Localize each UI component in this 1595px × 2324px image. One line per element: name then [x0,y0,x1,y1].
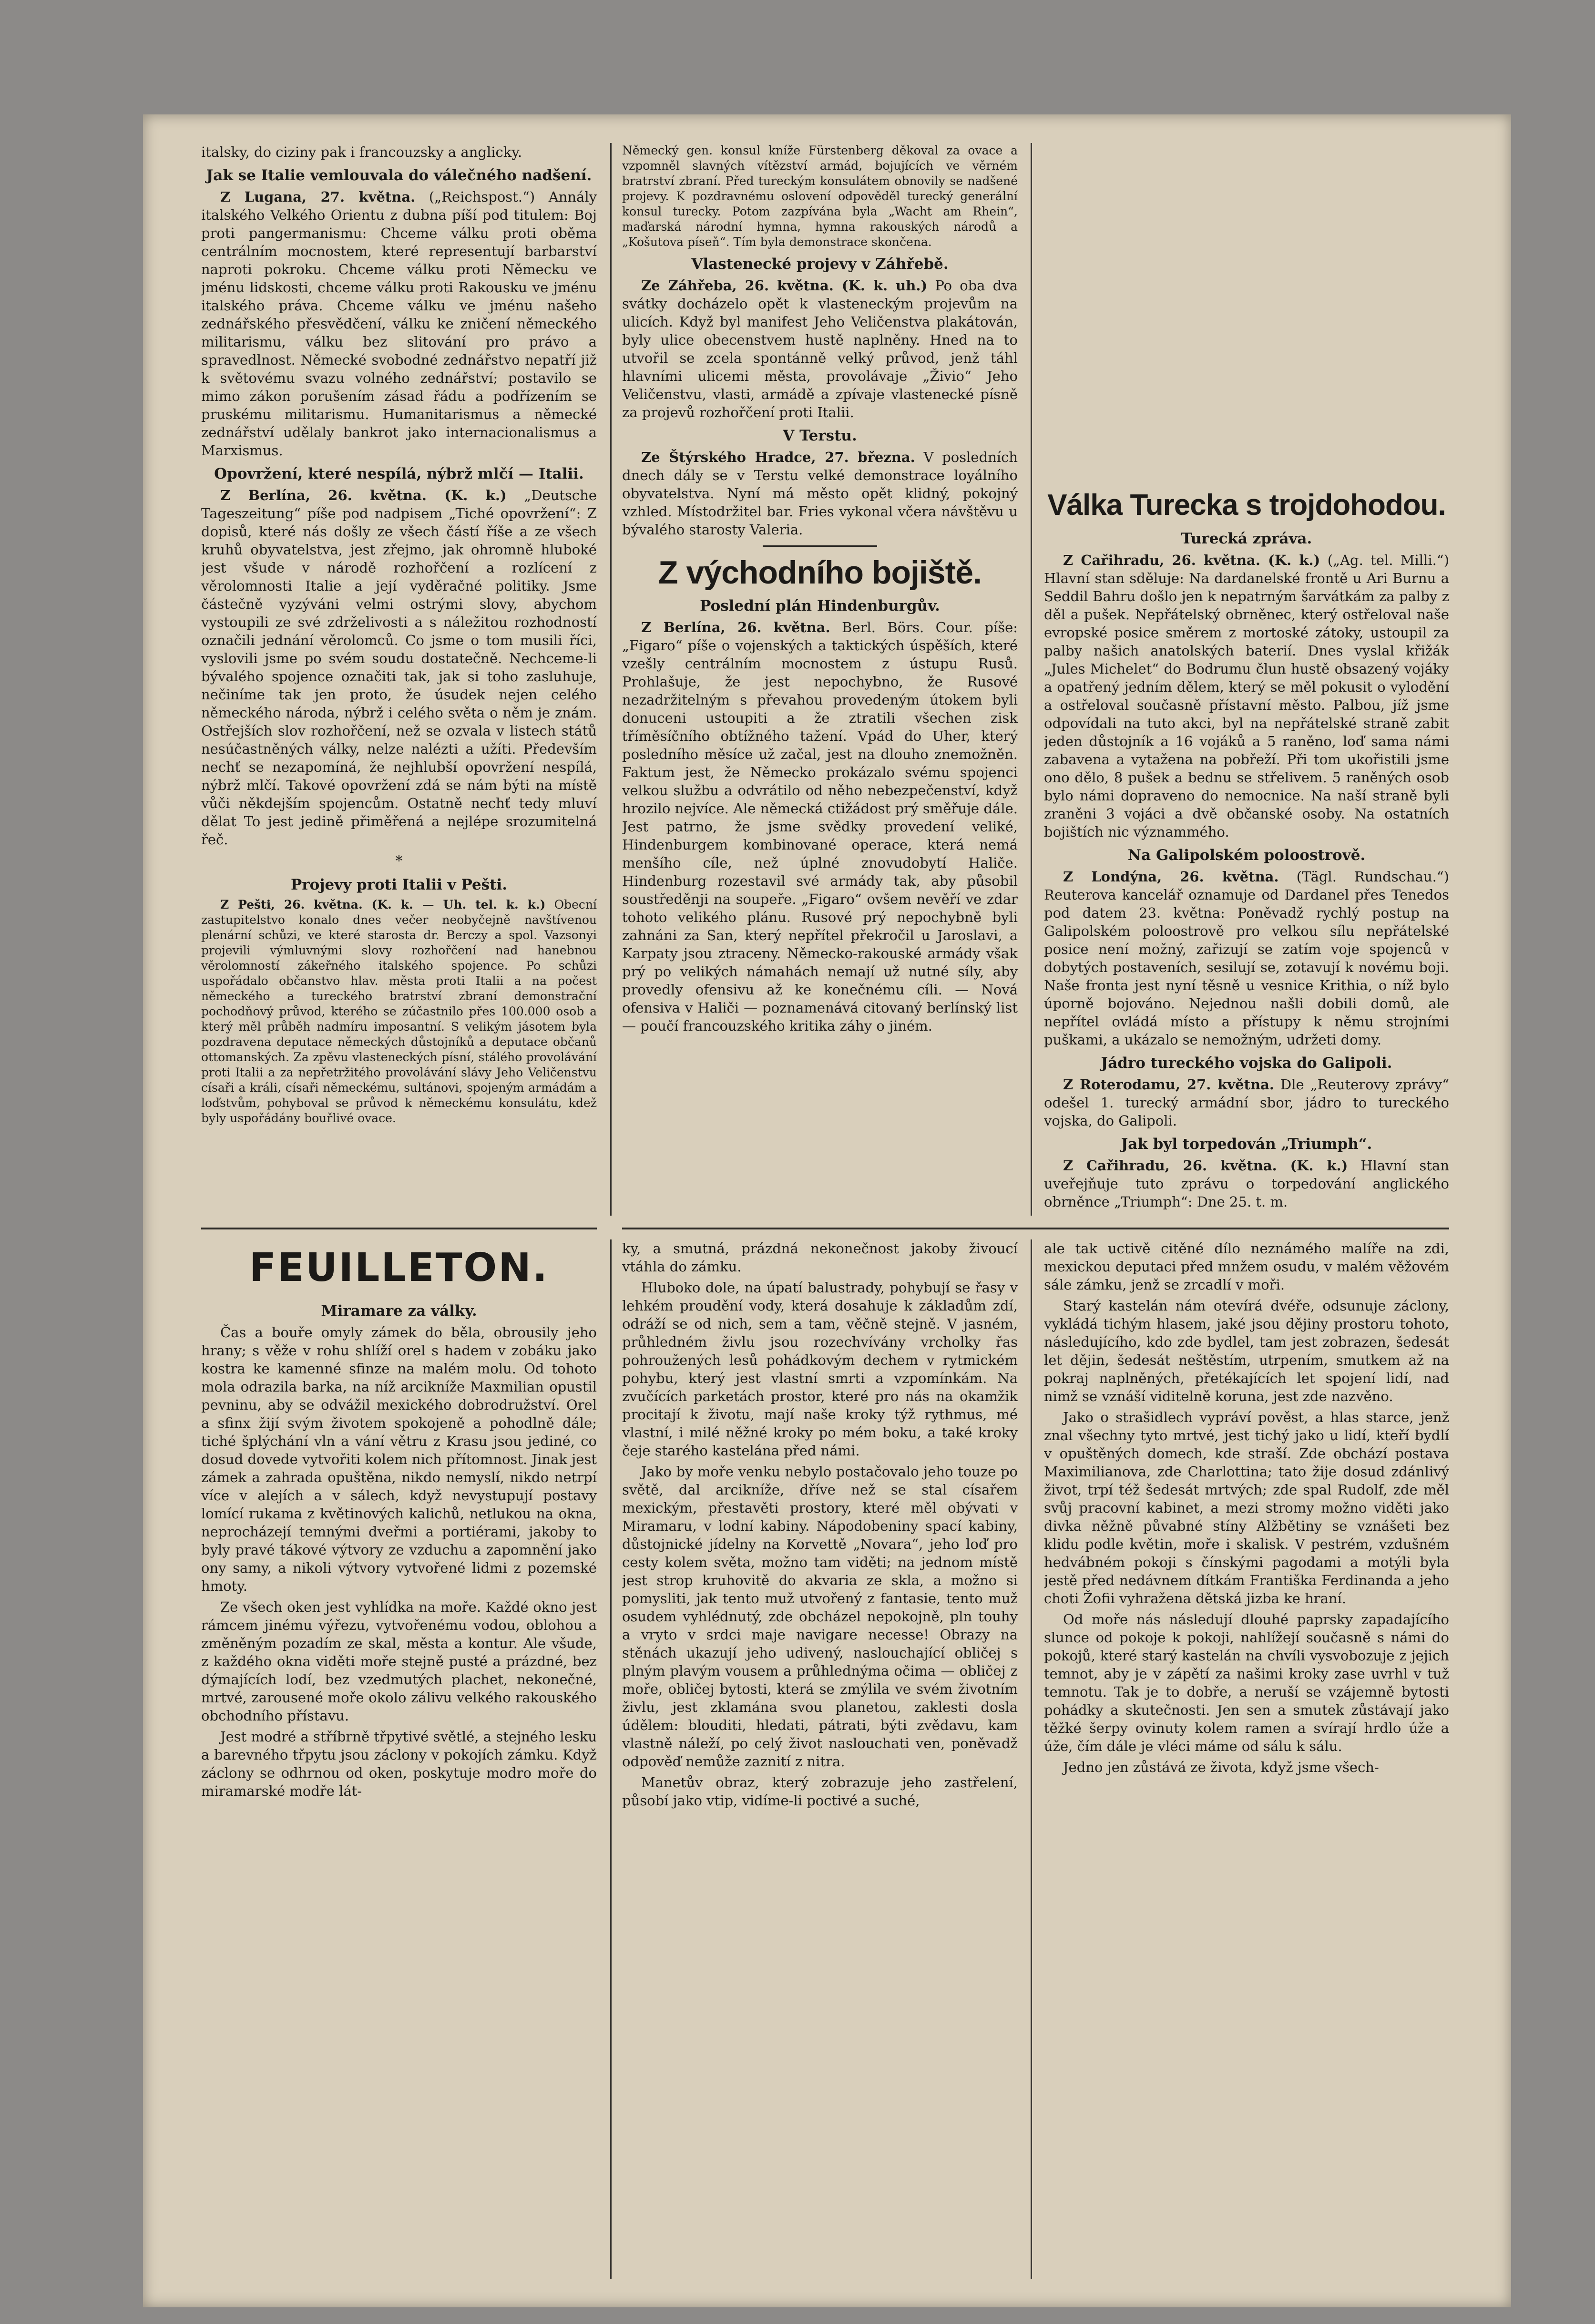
headline-triumph: Jak byl torpedován „Triumph“. [1121,1136,1372,1153]
feuilleton-paragraph: Jedno jen zůstává ze života, když jsme všech- [1063,1759,1379,1775]
article-text: „Deutsche Tageszeitung“ píše pod nadpisem „Tiché opovržení“: Z dopisů, které nás došly ze všech částí říše a ze všech kruhů obyvatelstva, jest zřejmo, jak ohromně hluboké jest všude v národě rozhořčení a rozlícení z věrolomnosti Italie a její vyděračné politiky. Jsme částečně vyzýváni velmi ostrými slovy, abychom vystoupili ze své zdrželivosti a s náležitou rozhodností označili jednání věrolomců. Co jsme o tom musili říci, vyslovili jsme po svém soudu dostatečně. Nechceme-li bývalého spojence označiti tak, jak si toho zasluhuje, nečiníme tak jen proto, že úsudek nejen celého německého národa, nýbrž i celého světa o něm je znám. Ostřejších slov rozhořčení, než se ozvala v listech států nesúčastněných války, nelze nalézti a užíti. Především nechť se nezapomíná, že nejhlubší opovržení nespílá, nýbrž mlčí. Takové opovržení zdá se nám býti na místě vůči někdejším spojencům. Ostatně nechť tedy mluví dělat To jest jedině přiměřená a nejlépe srozumitelná řeč. [201,487,597,848]
column-divider [610,1239,612,2279]
dateline: Z Berlína, 26. května. [641,619,830,635]
article-text: (Tägl. Rundschau.“) Reuterova kancelář oznamuje od Dardanel přes Tenedos pod datem 23. května: Poněvadž rychlý postup na Galipolském poloostrově pro velkou sílu nepřátelské posice není možný, zařizují se zatím voje spojenců v dobytých postaveních, sesilují se, zotavují k novému boji. Naše fronta jest nyní těsně u vesnice Krithia, o níž bylo úporně bojováno. Nejednou našli dobili domů, ale nepřítel ovládá místo a přístupy k němu strojními puškami, a ukázalo se nemožným, udržeti domy. [1044,869,1449,1048]
feuilleton-paragraph: Ze všech oken jest vyhlídka na moře. Každé okno jest rámcem jinému výřezu, vytvořenému vodou, oblohou a změněným pozadím ze skal, města a kontur. Ale všude, z každého okna viděti moře stejně pusté a prázdné, bez dýmajících lodí, bez vzedmutých plachet, nekonečné, mrtvé, zarousené moře okolo zálivu velkého rakouského obchodního přístavu. [201,1599,597,1724]
feuilleton-paragraph: Starý kastelán nám otevírá dvéře, odsunuje záclony, vykládá tichým hlasem, jaké jsou dějiny prostoru tohoto, následujícího, kdo zde bydlel, tam jest zobrazen, šedesát let dějin, šedesát neštěstím, utrpením, smutkem až na pokraj naplněných, přetékajících let spojení lidí, nad nimž se vznáší viditelně koruna, jest zde nazvěno. [1044,1298,1449,1404]
small-print-block [622,143,1018,250]
article-constantinople [1044,551,1449,841]
headline-pest: Projevy proti Italii v Pešti. [290,876,508,893]
feuilleton-paragraph: Hluboko dole, na úpatí balustrady, pohybují se řasy v lehkém proudění vody, která dosahuje k základům zdí, odráží se od nich, sem a tam, věčně stejně. V jasném, průhledném živlu jsou rozechvívány vrcholky řas pohroužených lesů pohádkovým dechem v rytmickém pohybu, který jest vlastní smrti a vzpomínkám. Na zvučících parketách prostor, které pro nás na okamžik procitají k životu, mají naše kroky týž rythmus, mé vlastní, i milé něžné kroky po mém boku, a také kroky čeje starého kastelána před námi. [622,1280,1018,1459]
feuilleton-paragraph: Od moře nás následují dlouhé paprsky zapadajícího slunce od pokoje k pokoji, nahlížejí současně s námi do pokojů, které starý kastelán na chvíli vysvobozuje z jejich temnot, aby je v zápětí za našimi kroky zase uvrhl v tuž temnotu. Tak je to dobře, a neruší se vzájemně bytosti pohádky a skutečnosti. Jen sen a smutek zůstávají jako těžké šerpy ovinuty kolem ramen a svírají hrdlo úže a úže, čím dále je vléci máme od sálu k sálu. [1044,1611,1449,1754]
column-divider [610,143,612,1216]
feuilleton-paragraph: Jest modré a stříbrně třpytivé světlé, a stejného lesku a barevného třpytu jsou záclony v pokojích zámku. Když záclony se odhrnou od oken, poskytuje modro moře do miramarské modře lát- [201,1729,597,1799]
headline-zagreb: Vlastenecké projevy v Záhřebě. [691,256,949,273]
feuilleton-paragraph: ale tak uctivě citěné dílo neznámého malíře na zdi, mexickou deputaci před mnžem osudu, v malém věžovém sále zámku, jenž se zrcadlí v moři. [1044,1240,1449,1293]
section-title-turkey: Válka Turecka s trojdohodou. [1047,489,1446,522]
article-london [1044,868,1449,1049]
article-berlin [201,486,597,849]
section-title-east-front: Z východního bojiště. [658,554,982,591]
article-text: Obecní zastupitelstvo konalo dnes večer neobyčejně navštívenou plenární schůzi, ve které starosta dr. Berczy a spol. Vazsonyi projevili výmluvnými slovy rozhořčení nad hanebnou věrolomností zákeřného italského spojence. Po schůzi uspořádalo občanstvo hlav. města proti Italii a na počest německého a tureckého bratrství zbraní demonstrační pochodňový průvod, kterého se zúčastnilo přes 100.000 osob a který měl průběh nadmíru imposantní. S velikým jásotem byla pozdravena deputace německých důstojníků a deputace občanů ottomanských. Za zpěvu vlasteneckých písní, stálého provolávání proti Italii a za nepřetržitého provolávání slávy Jeho Veličenstvu císaři a králi, císaři německému, sultánovi, spojeným armádám a loďstvům, pohyboval se průvod k německému konsulátu, kdež byly uspořádány bouřlivé ovace. [201,898,597,1125]
article-rotterdam [1044,1075,1449,1130]
dateline: Z Lugana, 27. května. [220,189,416,205]
short-divider [763,545,877,547]
article-text: Hlavní stan uveřejňuje tuto zprávu o torpedování anglického obrněnce „Triumph“: Dne 25. t. m. [1044,1157,1449,1210]
horizontal-divider [201,1228,597,1229]
article-text: („Ag. tel. Milli.“) Hlavní stan sděluje: Na dardanelské frontě u Ari Burnu a Seddil Bahru došlo jen k nepatrným šarvátkám za palby z děl a pušek. Nepřátelský obrněnec, který ostřeloval naše evropské posice směrem z mortoské zátoky, ustoupil za palby našich anatolských baterií. Dnes vyslal křižák „Jules Michelet“ do Bodrumu člun hustě obsazený vojáky a opatřený jedním dělem, který se měl pokusit o vylodění a ostřeloval současně přístavní město. Palbou, jíž jsme odpovídali na tuto akci, byl na nepřátelské straně zabit jeden důstojník a 16 vojáků a 5 raněno, loď sama námi zabavena a vytažena na pobřeží. Při tom ukořistili jsme ono dělo, 8 pušek a bednu se střelivem. 5 raněných osob bylo námi dopraveno do nemocnice. Na naší straně byli zraněni 3 vojáci a dvě občanské osoby. Na ostatních bojištích nic význammého. [1044,552,1449,840]
paragraph-lead: italsky, do ciziny pak i francouzsky a anglicky. [201,144,522,160]
feuilleton-paragraph: Jako o strašidlech vypráví pověst, a hlas starce, jenž znal všechny tyto mrtvé, jest tichý jako u lidí, kteří bydlí v opuštěných domech, kde straší. Zde obchází postava Maximilianova, zde Charlottina; tato žije dosud zdánlivý život, trpí též šedesát mrtvých; zde spal Rudolf, zde měl svůj pracovní kabinet, a mezi stromy možno viděti jako divka něžně půvabné stíny Alžbětiny se vznášeti bez klidu podle květin, moře i skalisk. V pestrém, vzdušném hedvábném pokoji s čínskými pagodami a motýli byla jestě před nedávnem dítkám Františka Ferdinanda a jeho choti Žofii vyhražena dětská jizba ke hraní. [1044,1409,1449,1607]
article-trieste [622,448,1018,539]
dateline: Z Cařihradu, 26. května. (K. k.) [1063,1157,1348,1174]
headline-gallipoli: Na Galipolském poloostrově. [1127,847,1366,864]
headline-turkish-core: Jádro tureckého vojska do Galipoli. [1101,1055,1392,1072]
headline-contempt: Opovržení, které nespílá, nýbrž mlčí — Italii. [214,465,584,482]
feuilleton-subtitle: Miramare za války. [321,1302,477,1320]
article-text: („Reichspost.“) Annály italského Velkého Orientu z dubna píší pod titulem: Boj proti pangermanismu: Chceme válku proti oběma centrálním mocnostem, které representují barbarství naproti pokroku. Chceme válku proti Německu ve jménu lidskosti, chceme válku proti Rakousku ve jménu italského práva. Chceme válku ve jménu našeho zednářského přesvědčení, válku ke zničení německého militarismu, válku bez slitování pro právo a spravedlnost. Německé svobodné zednářstvo nepatří již k světovému svazu volného zednářství; postavilo se mimo zákon porušením zásad řádu a podřízením se pruskému militarismu. Humanitarismus a německé zednářství udělaly bankrot jako internacionalismus a Marxismus. [201,189,597,459]
headline-trieste: V Terstu. [783,427,857,444]
feuilleton-column-2 [622,1239,1018,2288]
article-hindenburg [622,618,1018,1035]
article-zagreb [622,276,1018,421]
feuilleton-paragraph: Manetův obraz, který zobrazuje jeho zastřelení, působí jako vtip, vidíme-li poctivé a suché, [622,1774,1018,1809]
column-divider [1031,143,1032,1216]
headline-turkish-report: Turecká zpráva. [1181,530,1312,547]
dateline: Z Berlína, 26. května. (K. k.) [220,487,507,503]
feuilleton-paragraph: Jako by moře venku nebylo postačovalo jeho touze po světě, dal arcikníže, dříve než se stal císařem mexickým, přestavěti prostory, které měl obývati v Miramaru, v lodní kabiny. Nápodobeniny spací kabiny, důstojnické jídelny na Korvettě „Novara“, jeho loď pro cesty kolem světa, možno tam viděti; na jednom místě jest strop kruhovitě do akvaria ze skla, a možno si pomysliti, jak tento muž utvořený z fantasie, tento muž osudem vyhlédnutý, zde obcházel nepokojně, pln touhy a vryto v srdci maje navigare necesse! Obrazy na stěnách ukazují jeho udivený, naslouchající obličej s plným plavým vousem a průhlednýma očima — obličej z moře, obličej bytosti, která se zmýlila ve svém životním živlu, jest zklamána svou planetou, zaklesti dosla údělem: blouditi, hledati, pátrati, býti zvědavu, kam vlastně náleží, po celý život naslouchati ven, poněvadž odpověď nemůže zaznití z nitra. [622,1464,1018,1770]
article-triumph [1044,1157,1449,1211]
column-2 [622,143,1018,1216]
feuilleton-title: FEUILLETON. [249,1245,549,1290]
dateline: Z Londýna, 26. května. [1063,869,1279,885]
article-pest [201,897,597,1126]
feuilleton-column-3 [1044,1239,1449,2288]
column-divider [1031,1239,1032,2279]
feuilleton-paragraph: Čas a bouře omyly zámek do běla, obrousily jeho hrany; s věže v rohu shlíží orel s hadem v zobáku jako kostra ke kamenné sfinze na malém molu. Od tohoto mola odrazila barka, na níž arcikníže Maxmilian opustil pevninu, aby se odvážil mexického dobrodružství. Orel a sfinx žijí svým životem spokojeně a pohodlně dále; tiché šplýchání vln a vání větru z Krasu jsou jediné, co dosud dovede vytvořiti kolem nich přítomnost. Jinak jest zámek a zahrada opuštěna, nikdo nemyslí, nikdo netrpí více v alejích a v sálech, když nevystupují postavy lomící rukama z květinových kalichů, netlukou na okna, neprocházejí temnými dveřmi a portiérami, jakoby to byly pravé tákové výtvory ze vzduchu a zapomnění jako ony samy, a nikoli výtvory vytvořené lidmi z pozemské hmoty. [201,1324,597,1594]
separator-star: * [395,853,403,870]
article-text: V posledních dnech dály se v Terstu velké demonstrace loyálního obyvatelstva. Nyní má město opět klidný, pokojný vzhled. Místodržitel bar. Fries vykonal včera návštěvu u bývalého starosty Valeria. [622,449,1018,538]
small-print-block [201,897,597,1126]
article-text: Po oba dva svátky docházelo opět k vlasteneckým projevům na ulicích. Když byl manifest Jeho Veličenstva plakátován, byly ulice obecenstvem hustě naplněny. Hned na to utvořil se zcela spontánně velký průvod, jenž táhl hlavními ulicemi města, provolávaje „Živio“ Jeho Veličenstvu, vlasti, armádě a zpívaje vlastenecké písně za projevů rozhořčení proti Italii. [622,277,1018,420]
article-text: Dle „Reuterovy zprávy“ odešel 1. turecký armádní sbor, jádro to tureckého vojska, do Galipoli. [1044,1076,1449,1129]
headline-italy-war: Jak se Italie vemlouvala do válečného nadšení. [206,167,592,184]
article-text: Berl. Börs. Cour. píše: „Figaro“ píše o vojenských a taktických úspěších, které vzešly centrálním mocnostem z ústupu Rusů. Prohlašuje, že jest nepochybno, že Rusové nezadržitelným s převahou provedeným útokem byli donuceni ustoupiti a že ztratili všechen zisk tříměsíčního obtížného tažení. Vpád do Uher, který posledního měsíce už začal, jest na dlouho znemožněn. Faktum jest, že Německo prokázalo svému spojenci velkou službu a odvrátilo od něho nebezpečenství, když hrozilo nejvíce. Ale německá ctižádost prý směřuje dále. Jest patrno, že jsme svědky provedení veliké, Hindenburgem kombinované operace, která nemá menšího cíle, než úplné znovudobytí Haliče. Hindenburg rozestavil své armády tak, aby působil soustředěnji na soupeře. „Figaro“ ovšem nevěří ve zdar tohoto velikého plánu. Rusové prý nepochybně byli zahnáni za San, který nepřítel překročil u Jaroslavi, a Karpaty jsou ztraceny. Německo-rakouské armády však prý po velikých námahách nemají už nutné síly, aby provedly ofensivu až ke konečnému cíli. — Nová ofensiva v Haliči — poznamenává citovaný berlínský list — poučí francouzského kritika záhy o jiném. [622,619,1018,1034]
article-lugano [201,188,597,460]
horizontal-divider [622,1228,1449,1229]
newspaper-page [143,114,1511,2307]
feuilleton-column-1 [201,1239,597,2288]
headline-hindenburg: Poslední plán Hindenburgův. [700,597,940,614]
dateline: Ze Záhřeba, 26. května. (K. k. uh.) [641,277,928,294]
article-continuation: Německý gen. konsul kníže Fürstenberg děkoval za ovace a vzpomněl slavných vítězství armád, bojujících ve věrném bratrství zbraní. Před tureckým konsulátem obnovily se nadšené projevy. K pozdravnému oslovení odpověděl turecký generální konsul turecky. Potom zazpívána byla „Wacht am Rhein“, maďarská národní hymna, hymna rakouských národů a „Košutova píseň“. Tím byla demonstrace skončena. [622,143,1018,249]
feuilleton-paragraph: ky, a smutná, prázdná nekonečnost jakoby živoucí vtáhla do zámku. [622,1240,1018,1275]
column-1 [201,143,597,1216]
dateline: Z Cařihradu, 26. května. (K. k.) [1063,552,1320,568]
dateline: Z Pešti, 26. května. (K. k. — Uh. tel. k. k.) [220,898,546,911]
dateline: Z Roterodamu, 27. května. [1063,1076,1274,1093]
dateline: Ze Štýrského Hradce, 27. března. [641,449,915,465]
